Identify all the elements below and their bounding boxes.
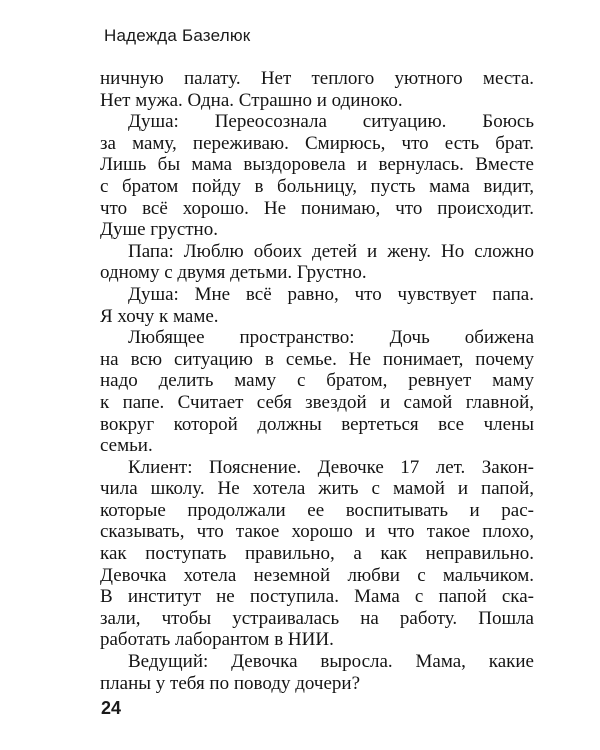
paragraph-line: которые продолжали ее воспитывать и рас- (100, 499, 534, 521)
paragraph-line: семьи. (100, 435, 153, 457)
body-text (100, 68, 534, 694)
paragraph-line: на всю ситуацию в семье. Не понимает, почему (100, 348, 534, 370)
page-number: 24 (101, 698, 122, 718)
paragraph-line: одному с двумя детьми. Грустно. (100, 262, 367, 284)
paragraph-line: Душа: Мне всё равно, что чувствует папа. (128, 283, 534, 305)
paragraph-line: Клиент: Пояснение. Девочке 17 лет. Закон- (128, 456, 534, 478)
paragraph-line: работать лаборантом в НИИ. (100, 629, 334, 651)
paragraph-line: Девочка хотела неземной любви с мальчиком. (100, 564, 534, 586)
paragraph-line: Нет мужа. Одна. Страшно и одиноко. (100, 89, 403, 111)
paragraph-line: с братом пойду в больницу, пусть мама видит, (100, 175, 534, 197)
paragraph-line: чила школу. Не хотела жить с мамой и папой, (100, 478, 534, 500)
paragraph-line: планы у тебя по поводу дочери? (100, 672, 360, 694)
paragraph-line: сказывать, что такое хорошо и что такое плохо, (100, 521, 534, 543)
paragraph-line: надо делить маму с братом, ревнует маму (100, 370, 534, 392)
paragraph-line: как поступать правильно, а как неправильно. (100, 543, 534, 565)
paragraph-line: В институт не поступила. Мама с папой ска- (100, 586, 534, 608)
paragraph-line: Душа: Переосознала ситуацию. Боюсь (128, 111, 534, 133)
paragraph-line: Душе грустно. (100, 219, 218, 241)
paragraph-line: Любящее пространство: Дочь обижена (128, 327, 534, 349)
paragraph-line: Я хочу к маме. (100, 305, 219, 327)
paragraph-line: зали, чтобы устраивалась на работу. Пошла (100, 607, 534, 629)
paragraph-line: Лишь бы мама выздоровела и вернулась. Вместе (100, 154, 534, 176)
paragraph-line: вокруг которой должны вертеться все члены (100, 413, 534, 435)
paragraph-line: за маму, переживаю. Смирюсь, что есть брат. (100, 132, 534, 154)
paragraph-line: к папе. Считает себя звездой и самой главной, (100, 391, 534, 413)
running-head-author: Надежда Базелюк (104, 26, 251, 45)
paragraph-line: Папа: Люблю обоих детей и жену. Но сложно (128, 240, 534, 262)
paragraph-line: ничную палату. Нет теплого уютного места. (100, 68, 534, 89)
paragraph-line: что всё хорошо. Не понимаю, что происходит. (100, 197, 534, 219)
paragraph-line: Ведущий: Девочка выросла. Мама, какие (128, 651, 534, 673)
